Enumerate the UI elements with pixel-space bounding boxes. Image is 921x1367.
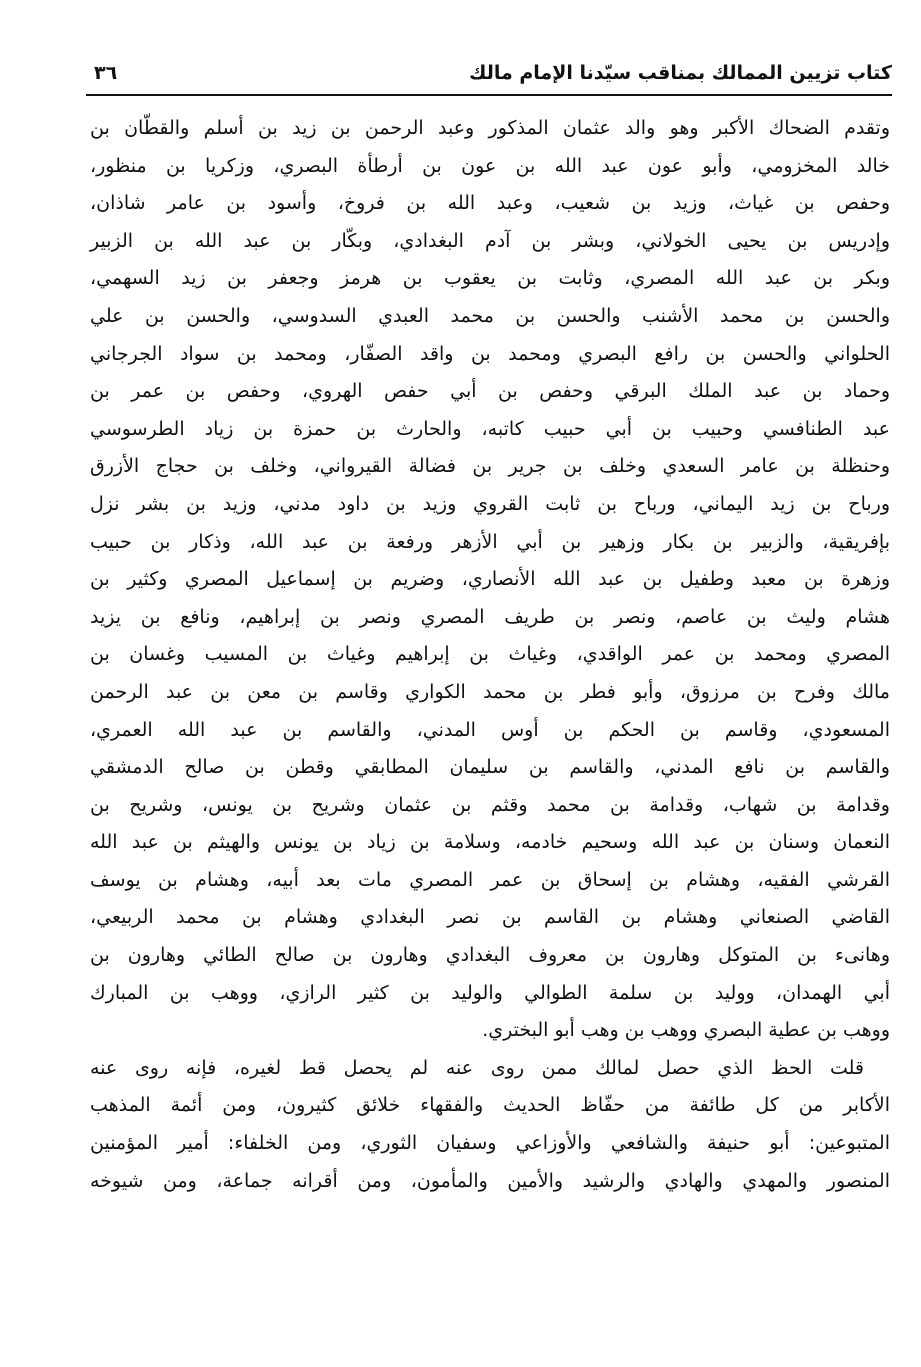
text-line: وهانىء بن المتوكل وهارون بن معروف البغدادي وهارون بن صالح الطائي وهارون بن xyxy=(90,944,890,967)
text-line: القرشي الفقيه، وهشام بن إسحاق بن عمر المصري مات بعد أبيه، وهشام بن يوسف xyxy=(90,868,890,891)
text-line: الحلواني والحسن بن رافع البصري ومحمد بن واقد الصفّار، ومحمد بن سواد الجرجاني xyxy=(90,342,890,365)
text-line: وزهرة بن معبد وطفيل بن عبد الله الأنصاري، وضريم بن إسماعيل المصري وكثير بن xyxy=(90,568,890,591)
text-line: وحفص بن غياث، وزيد بن شعيب، وعبد الله بن فروخ، وأسود بن عامر شاذان، xyxy=(90,192,890,215)
text-line: وإدريس بن يحيى الخولاني، وبشر بن آدم البغدادي، وبكّار بن عبد الله بن الزبير xyxy=(90,229,890,252)
text-line: وحنظلة بن عامر السعدي وخلف بن جرير بن فضالة القيرواني، وخلف بن حجاج الأزرق xyxy=(90,455,890,478)
text-line: المصري ومحمد بن عمر الواقدي، وغياث بن إبراهيم وغياث بن المسيب وغسان بن xyxy=(90,643,890,666)
book-title: كتاب تزيين الممالك بمناقب سيّدنا الإمام مالك xyxy=(469,62,892,84)
text-line: وقدامة بن شهاب، وقدامة بن محمد وقثم بن عثمان وشريح بن يونس، وشريح بن xyxy=(90,793,890,816)
text-line: عبد الطنافسي وحبيب بن أبي حبيب كاتبه، والحارث بن حمزة بن زياد الطرسوسي xyxy=(90,417,890,440)
text-line: المتبوعين: أبو حنيفة والشافعي والأوزاعي وسفيان الثوري، ومن الخلفاء: أمير المؤمنين xyxy=(90,1132,890,1155)
paragraph-start-line: قلت الحظ الذي حصل لمالك ممن روى عنه لم يحصل قط لغيره، فإنه روى عنه xyxy=(90,1056,864,1079)
text-line: الأكابر من كل طائفة من حفّاظ الحديث والفقهاء خلائق كثيرون، ومن أئمة المذهب xyxy=(90,1094,890,1117)
text-line: وحماد بن عبد الملك البرقي وحفص بن أبي حفص الهروي، وحفص بن عمر بن xyxy=(90,380,890,403)
text-line: النعمان وسنان بن عبد الله وسحيم خادمه، وسلامة بن زياد بن يونس والهيثم بن عبد الله xyxy=(90,831,890,854)
page-number: ٣٦ xyxy=(94,62,118,84)
page-body xyxy=(90,110,890,1200)
text-line: ورباح بن زيد اليماني، ورباح بن ثابت القروي وزيد بن داود مدني، وزيد بن بشر نزل xyxy=(90,492,890,515)
text-line: والحسن بن محمد الأشنب والحسن بن محمد العبدي السدوسي، والحسن بن علي xyxy=(90,304,890,327)
text-line: المنصور والمهدي والهادي والرشيد والأمين والمأمون، ومن أقرانه جماعة، ومن شيوخه xyxy=(90,1169,890,1192)
running-header xyxy=(88,60,892,94)
text-line: والقاسم بن نافع المدني، والقاسم بن سليمان المطابقي وقطن بن صالح الدمشقي xyxy=(90,756,890,779)
text-line: بإفريقية، والزبير بن بكار وزهير بن أبي الأزهر ورفعة بن عبد الله، وذكار بن حبيب xyxy=(90,530,890,553)
text-line: القاضي الصنعاني وهشام بن القاسم بن نصر البغدادي وهشام بن محمد الربيعي، xyxy=(90,906,890,929)
text-line: وبكر بن عبد الله المصري، وثابت بن يعقوب بن هرمز وجعفر بن زيد السهمي، xyxy=(90,267,890,290)
text-line: المسعودي، وقاسم بن الحكم بن أوس المدني، والقاسم بن عبد الله العمري، xyxy=(90,718,890,741)
text-line: خالد المخزومي، وأبو عون عبد الله بن عون بن أرطأة البصري، وزكريا بن منظور، xyxy=(90,154,890,177)
paragraph-end-line: ووهب بن عطية البصري ووهب بن وهب أبو البختري. xyxy=(482,1019,890,1042)
text-line: مالك وفرح بن مرزوق، وأبو فطر بن محمد الكواري وقاسم بن معن بن عبد الرحمن xyxy=(90,680,890,703)
header-rule xyxy=(86,94,892,96)
text-line: وتقدم الضحاك الأكبر وهو والد عثمان المذكور وعبد الرحمن بن زيد بن أسلم والقطّان بن xyxy=(90,117,890,139)
text-line: أبي الهمدان، ووليد بن سلمة الطوالي والوليد بن كثير الرازي، ووهب بن المبارك xyxy=(90,981,890,1004)
text-line: هشام وليث بن عاصم، ونصر بن طريف المصري ونصر بن إبراهيم، ونافع بن يزيد xyxy=(90,605,890,628)
